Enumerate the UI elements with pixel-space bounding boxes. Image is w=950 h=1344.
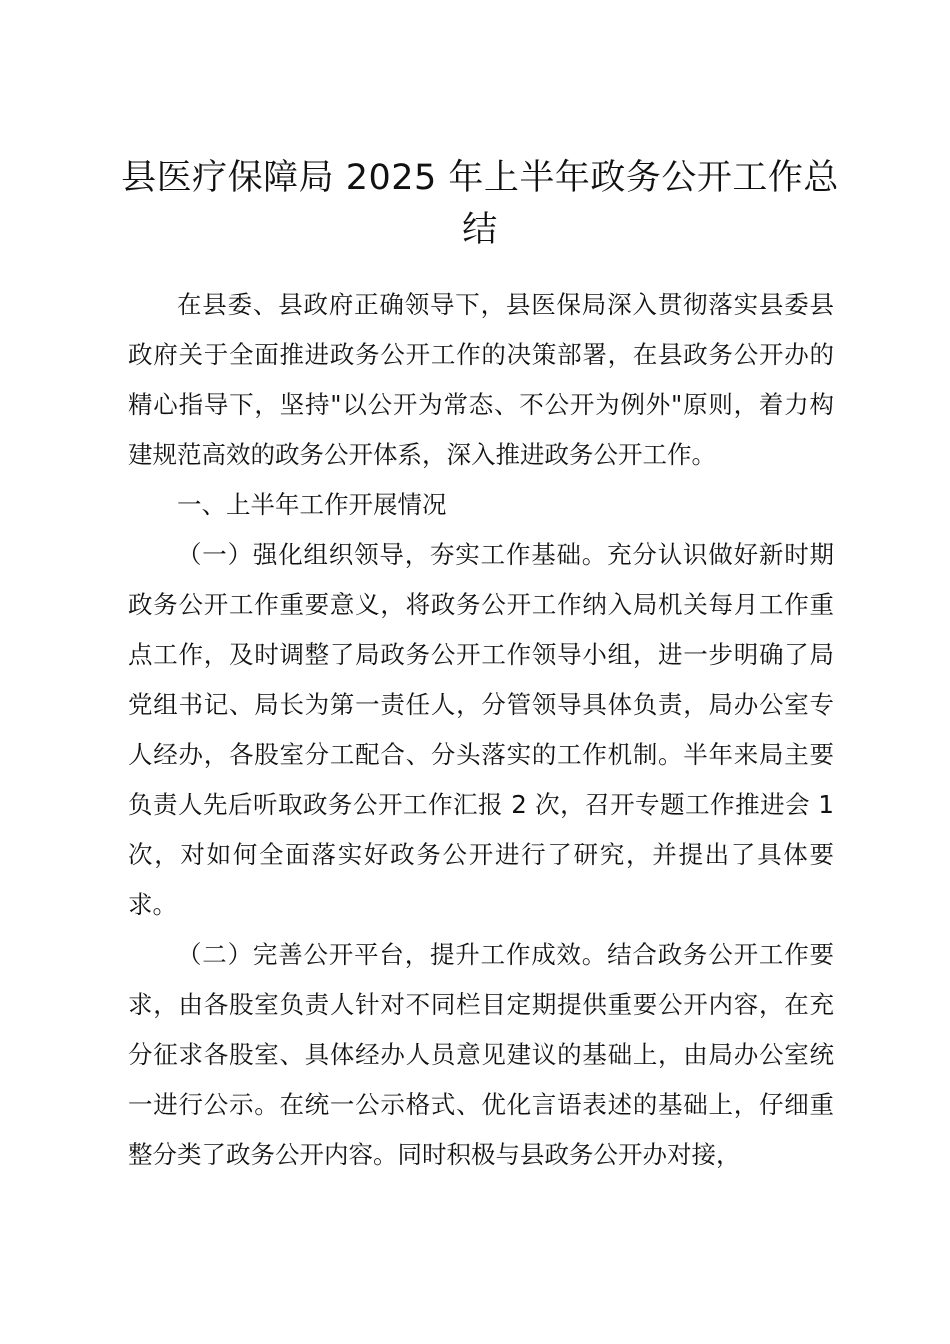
paragraph-intro: 在县委、县政府正确领导下，县医保局深入贯彻落实县委县政府关于全面推进政务公开工作的决策部署，在县政务公开办的精心指导下，坚持"以公开为常态、不公开为例外"原则，着力构建规范高效的政务公开体系，深入推进政务公开工作。 bbox=[128, 290, 834, 469]
paragraph-platform: （二）完善公开平台，提升工作成效。结合政务公开工作要求，由各股室负责人针对不同栏目定期提供重要公开内容，在充分征求各股室、具体经办人员意见建议的基础上，由局办公室统一进行公示。在统一公示格式、优化言语表述的基础上，仔细重整分类了政务公开内容。同时积极与县政务公开办对接， bbox=[128, 940, 834, 1169]
document-title: 县医疗保障局 2025 年上半年政务公开工作总结 bbox=[121, 158, 839, 250]
document-body bbox=[128, 280, 834, 1180]
section-heading-1: 一、上半年工作开展情况 bbox=[177, 490, 447, 519]
paragraph-organization: （一）强化组织领导，夯实工作基础。充分认识做好新时期政务公开工作重要意义，将政务公开工作纳入局机关每月工作重点工作，及时调整了局政务公开工作领导小组，进一步明确了局党组书记、局长为第一责任人，分管领导具体负责，局办公室专人经办，各股室分工配合、分头落实的工作机制。半年来局主要负责人先后听取政务公开工作汇报 2 次，召开专题工作推进会 1 次，对如何全面落实好政务公开进行了研究，并提出了具体要求。 bbox=[128, 540, 834, 919]
